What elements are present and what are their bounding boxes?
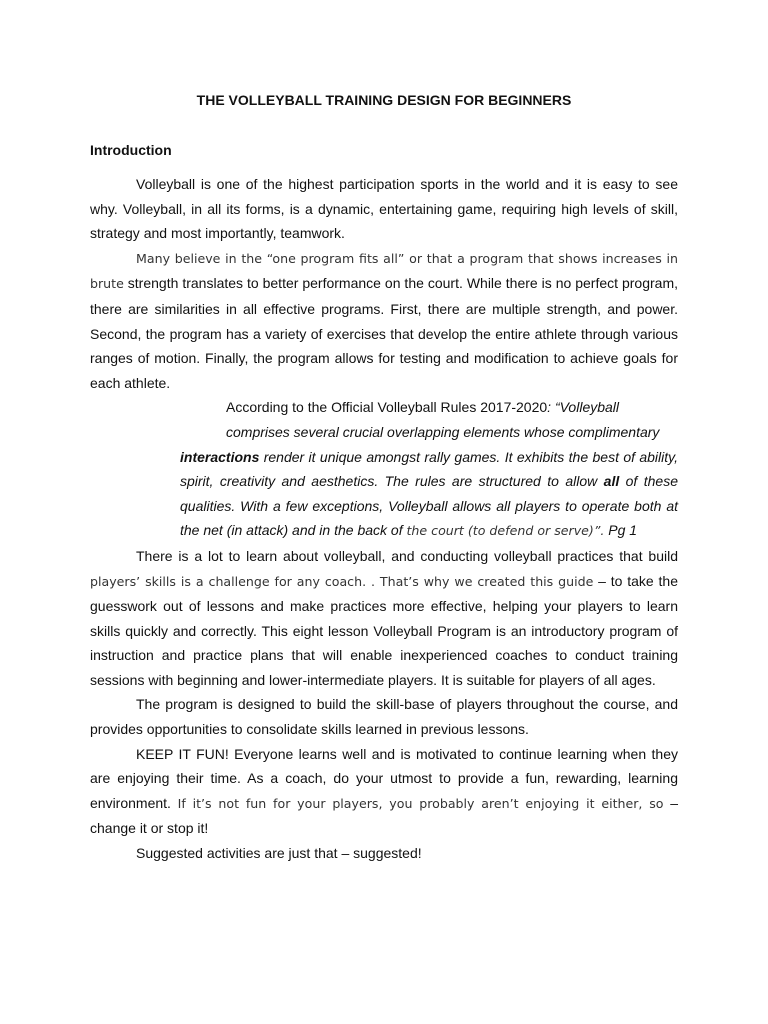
quote-lead: According to the	[226, 399, 332, 416]
quote-interactions-word-wrap	[180, 449, 259, 465]
paragraph-2-lead: Many believe in the “one program fits all” or that a program that shows increases in brute	[90, 250, 678, 292]
paragraph-2-rest: strength translates to better performance on the court. While there is no perfect program, there are similarities in all effective programs. First, there are multiple strength, and power. Second, the program has a variety of exercises that develop the entire athlete through various ranges of motion. Finally, the program allows for testing and modification to achieve goals for each athlete.	[90, 275, 678, 391]
quote-mid: render it unique amongst rally games. It exhibits the best of ability, spirit, creativity and aesthetics. The rules are structured to allow	[180, 448, 678, 490]
quote-interactions-word: interactions	[180, 448, 260, 465]
quote-end: of these qualities. With a few exceptions, Volleyball allows all players to operate both at the net (in attack) and in the back of	[180, 473, 678, 539]
paragraph-6: Suggested activities are just that – suggested!	[136, 845, 422, 862]
paragraph-5-mid: If it’s not fun for your players, you probably aren’t enjoying it either, so	[177, 795, 664, 811]
quote-source: Official Volleyball Rules 2017-2020	[331, 399, 548, 416]
quote-open: : “Volleyball comprises several crucial overlapping elements whose complimentary	[226, 399, 660, 440]
paragraph-3-mid: players’ skills is a challenge for any coach. . That’s why we created this guide	[90, 573, 594, 589]
quote-page: Pg 1	[604, 522, 638, 539]
document-title: THE VOLLEYBALL TRAINING DESIGN FOR BEGINNERS	[196, 92, 572, 108]
paragraph-3-rest: – to take the guesswork out of lessons and make practices more effective, helping your players to learn skills quickly and correctly. This eight lesson Volleyball Program is an introductory program of instruction and practice plans that will enable inexperienced coaches to conduct training sessions with beginning and lower-intermediate players. It is suitable for players of all ages.	[90, 572, 678, 688]
quote-lead-line	[180, 395, 678, 444]
paragraph-4: The program is designed to build the skill-base of players throughout the course, and provides opportunities to consolidate skills learned in previous lessons.	[90, 696, 678, 738]
quote-all-word: all	[603, 473, 620, 490]
paragraph-3	[90, 544, 678, 693]
paragraph-5-end: – change it or stop it!	[90, 794, 678, 837]
paragraph-5	[90, 742, 678, 841]
paragraph-1: Volleyball is one of the highest participation sports in the world and it is easy to see why. Volleyball, in all its forms, is a dynamic, entertaining game, requiring high levels of skill, strategy and most importantly, teamwork.	[90, 176, 678, 242]
paragraph-3-lead: There is a lot to learn about volleyball, and conducting volleyball practices that build	[136, 547, 678, 564]
rules-quote	[90, 395, 678, 544]
paragraph-2	[90, 246, 678, 396]
document-body	[90, 172, 678, 866]
quote-tail: the court (to defend or serve)”.	[406, 523, 605, 539]
section-heading: Introduction	[90, 142, 172, 158]
paragraph-5-lead: KEEP IT FUN! Everyone learns well and is motivated to continue learning when they are enjoying their time. As a coach, do your utmost to provide a fun, rewarding, learning environment.	[90, 745, 678, 811]
